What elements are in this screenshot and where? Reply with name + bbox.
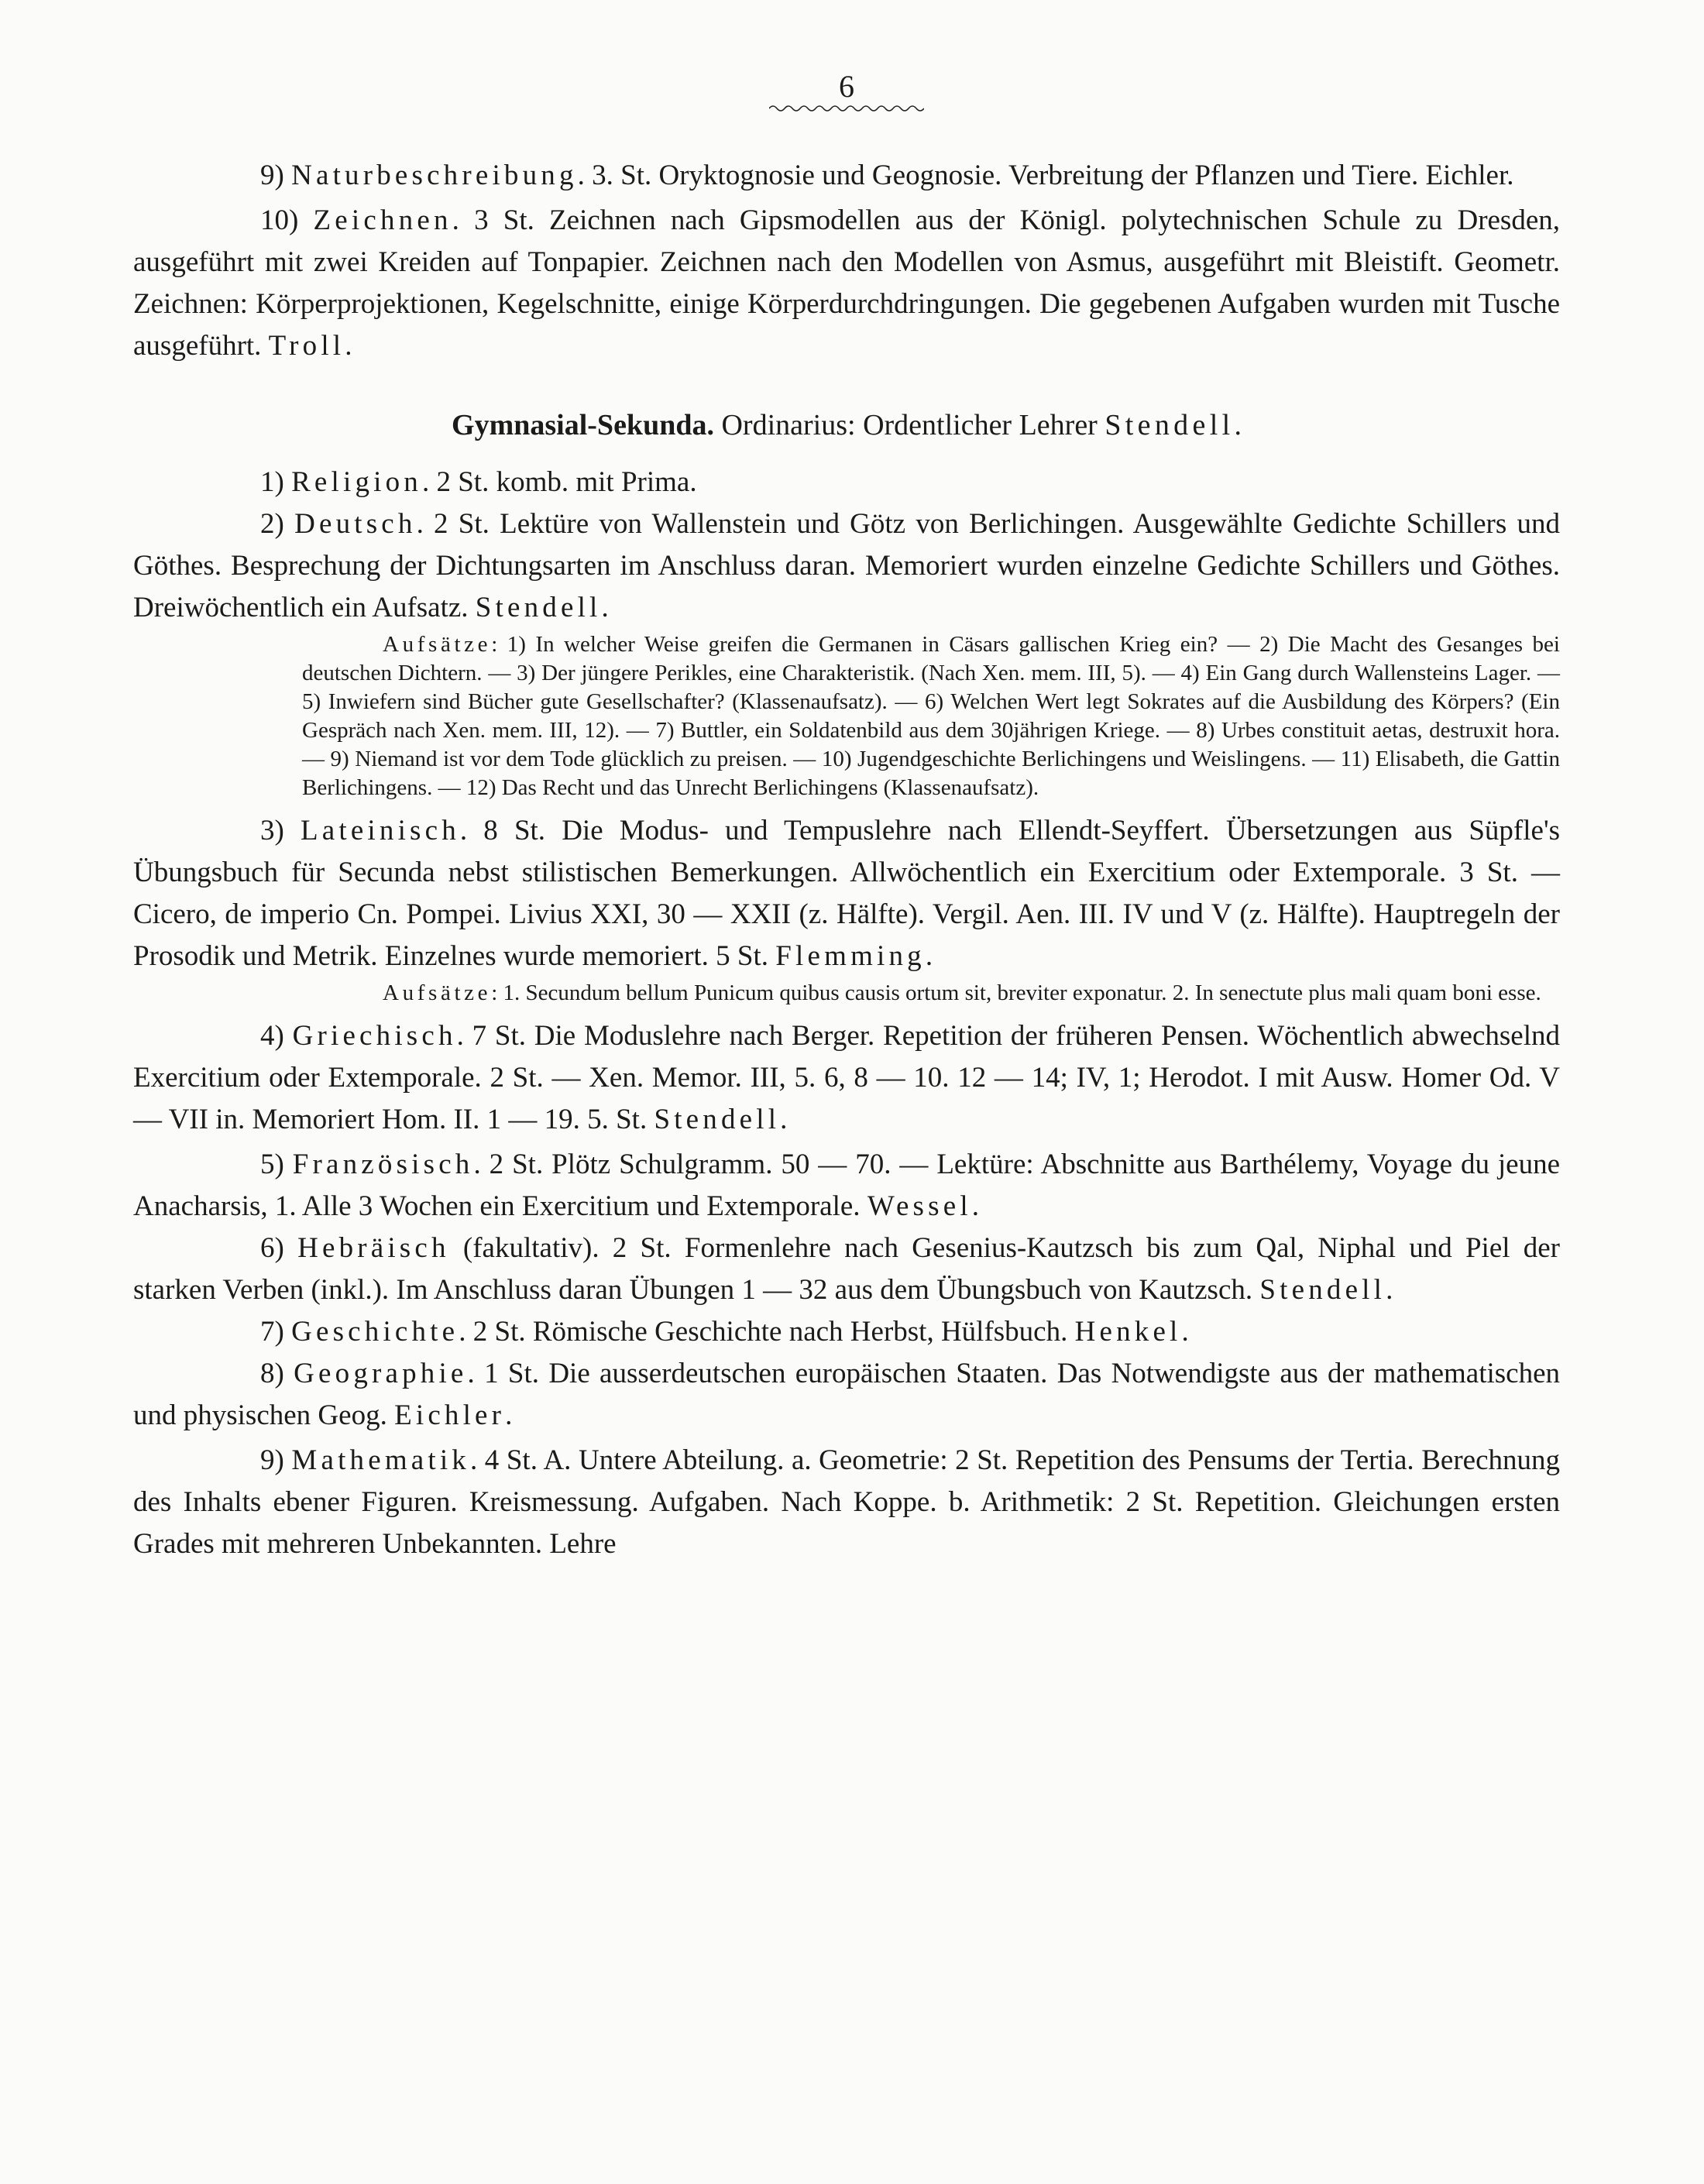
teacher-name: Flemming: [775, 940, 926, 972]
section-ordinarius: Ordinarius: Ordentlicher Lehrer: [721, 409, 1105, 441]
paragraph-franzoesisch: [133, 1144, 1560, 1228]
subject-text: . 8 St. Die Modus- und Tempuslehre nach Ellendt-Seyffert. Übersetzungen aus Süpfle's Übungsbuch für Secunda nebst stilistischen Bemerkungen. Allwöchentlich ein Exercitium oder Extemporale. 3 St. — Cicero, de imperio Cn. Pompei. Livius XXI, 30 — XXII (z. Hälfte). Vergil. Aen. III. IV und V (z. Hälfte). Hauptregeln der Prosodik und Metrik. Einzelnes wurde memoriert. 5 St.: [133, 815, 1561, 972]
subject-text: . 2 St. komb. mit Prima.: [421, 466, 697, 498]
aufsaetze-text: : 1) In welcher Weise greifen die Germanen in Cäsars gallischen Krieg ein? — 2) Die Macht des Gesanges bei deutschen Dichtern. — 3) Der jüngere Perikles, eine Charakteristik. (Nach Xen. mem. III, 5). — 4) Ein Gang durch Wallensteins Lager. — 5) Inwiefern sind Bücher gute Gesellschafter? (Klassenaufsatz). — 6) Welchen Wert legt Sokrates auf die Ausbildung des Körpers? (Ein Gespräch nach Xen. mem. III, 12). — 7) Buttler, ein Soldatenbild aus dem 30jährigen Kriege. — 8) Urbes constituit aetas, destruxit hora. — 9) Niemand ist vor dem Tode glücklich zu preisen. — 10) Jugendgeschichte Berlichingens und Weislingens. — 11) Elisabeth, die Gattin Berlichingens. — 12) Das Recht und das Unrecht Berlichingens (Klassenaufsatz).: [302, 632, 1560, 800]
section-heading: [133, 404, 1560, 446]
subject-title: Zeichnen: [313, 204, 452, 236]
teacher-name: Eichler: [394, 1399, 506, 1431]
subject-text: . 2 St. Römische Geschichte nach Herbst, Hülfsbuch.: [459, 1316, 1075, 1348]
paragraph-religion: [133, 462, 1560, 503]
subject-title: Religion: [291, 466, 422, 498]
punctuation: .: [1181, 1316, 1189, 1348]
paragraph-deutsch: [133, 503, 1560, 629]
page-content: [133, 70, 1560, 1565]
wavy-ornament: [769, 104, 924, 113]
paragraph-naturbeschreibung: [133, 155, 1560, 197]
punctuation: .: [1234, 409, 1242, 441]
item-number: 1): [260, 466, 284, 498]
page-number: 6: [839, 69, 854, 104]
subject-text: . 7 St. Die Moduslehre nach Berger. Repetition der früheren Pensen. Wöchentlich abwechselnd Exercitium oder Extemporale. 2 St. — Xen. Memor. III, 5. 6, 8 — 10. 12 — 14; IV, 1; Herodot. I mit Ausw. Homer Od. V — VII in. Memoriert Hom. II. 1 — 19. 5. St.: [133, 1020, 1561, 1135]
teacher-name: Troll: [268, 330, 345, 362]
subject-title: Naturbeschreibung: [291, 160, 578, 191]
punctuation: .: [505, 1399, 513, 1431]
punctuation: .: [780, 1104, 788, 1135]
paragraph-mathematik: [133, 1440, 1560, 1565]
aufsaetze-latein: [133, 979, 1560, 1008]
item-number: 5): [260, 1149, 284, 1180]
subject-title: Griechisch: [292, 1020, 457, 1052]
punctuation: .: [345, 330, 352, 362]
teacher-name: Eichler: [1425, 160, 1507, 191]
item-number: 9): [260, 160, 284, 191]
aufsaetze-text: : 1. Secundum bellum Punicum quibus causis ortum sit, breviter exponatur. 2. In senectute plus mali quam boni esse.: [491, 980, 1541, 1005]
item-number: 6): [260, 1232, 284, 1264]
teacher-name: Henkel: [1074, 1316, 1182, 1348]
subject-title: Mathematik: [291, 1444, 470, 1476]
item-number: 2): [260, 508, 284, 540]
punctuation: .: [971, 1190, 980, 1222]
paragraph-geschichte: [133, 1311, 1560, 1353]
item-number: 4): [260, 1020, 284, 1052]
subject-text: . 2 St. Lektüre von Wallenstein und Götz von Berlichingen. Ausgewählte Gedichte Schillers und Göthes. Besprechung der Dichtungsarten im Anschluss daran. Memoriert wurden einzelne Gedichte Schillers und Göthes. Dreiwöchentlich ein Aufsatz.: [133, 508, 1560, 623]
item-number: 8): [260, 1358, 284, 1389]
subject-text: . 4 St. A. Untere Abteilung. a. Geometrie: 2 St. Repetition des Pensums der Tertia. Berechnung des Inhalts ebener Figuren. Kreismessung. Aufgaben. Nach Koppe. b. Arithmetik: 2 St. Repetition. Gleichungen ersten Grades mit mehreren Unbekannten. Lehre: [133, 1444, 1561, 1560]
paragraph-griechisch: [133, 1015, 1560, 1141]
subject-title: Hebräisch: [297, 1232, 450, 1264]
aufsaetze-label: Aufsätze: [383, 980, 492, 1005]
paragraph-hebraeisch: [133, 1228, 1560, 1311]
item-number: 7): [260, 1316, 284, 1348]
subject-text: . 3 St. Zeichnen nach Gipsmodellen aus der Königl. polytechnischen Schule zu Dresden, ausgeführt mit zwei Kreiden auf Tonpapier. Zeichnen nach den Modellen von Asmus, ausgeführt mit Bleistift. Geometr. Zeichnen: Körperprojektionen, Kegelschnitte, einige Körperdurchdringungen. Die gegebenen Aufgaben wurden mit Tusche ausgeführt.: [133, 204, 1561, 362]
subject-title: Geographie: [294, 1358, 468, 1389]
item-number: 9): [260, 1444, 284, 1476]
paragraph-geographie: [133, 1353, 1560, 1437]
item-number: 3): [260, 815, 284, 846]
punctuation: .: [1506, 160, 1514, 191]
subject-title: Geschichte: [291, 1316, 459, 1348]
subject-text: . 3. St. Oryktognosie und Geognosie. Verbreitung der Pflanzen und Tiere.: [577, 160, 1426, 191]
page-header: [133, 70, 1560, 113]
teacher-name: Wessel: [867, 1190, 972, 1222]
subject-text: (fakultativ). 2 St. Formenlehre nach Gesenius-Kautzsch bis zum Qal, Niphal und Piel der starken Verben (inkl.). Im Anschluss daran Übungen 1 — 32 aus dem Übungsbuch von Kautzsch.: [133, 1232, 1560, 1306]
aufsaetze-label: Aufsätze: [383, 632, 492, 657]
punctuation: .: [925, 940, 933, 972]
subject-title: Deutsch: [294, 508, 417, 540]
teacher-name: Stendell: [475, 592, 602, 623]
section-title: Gymnasial-Sekunda.: [452, 409, 714, 441]
subject-text: . 2 St. Plötz Schulgramm. 50 — 70. — Lektüre: Abschnitte aus Barthélemy, Voyage du jeune Anacharsis, 1. Alle 3 Wochen ein Exercitium und Extemporale.: [133, 1149, 1561, 1222]
paragraph-zeichnen: [133, 200, 1560, 367]
paragraph-latein: [133, 810, 1560, 977]
aufsaetze-deutsch: [133, 630, 1560, 802]
subject-text: . 1 St. Die ausserdeutschen europäischen Staaten. Das Notwendigste aus der mathematischen und physischen Geog.: [133, 1358, 1560, 1431]
subject-title: Französisch: [292, 1149, 474, 1180]
teacher-name: Stendell: [1259, 1274, 1386, 1306]
teacher-name: Stendell: [654, 1104, 781, 1135]
item-number: 10): [260, 204, 299, 236]
ordinarius-name: Stendell: [1105, 409, 1235, 441]
subject-title: Lateinisch: [300, 815, 460, 846]
punctuation: .: [1386, 1274, 1393, 1306]
punctuation: .: [601, 592, 609, 623]
